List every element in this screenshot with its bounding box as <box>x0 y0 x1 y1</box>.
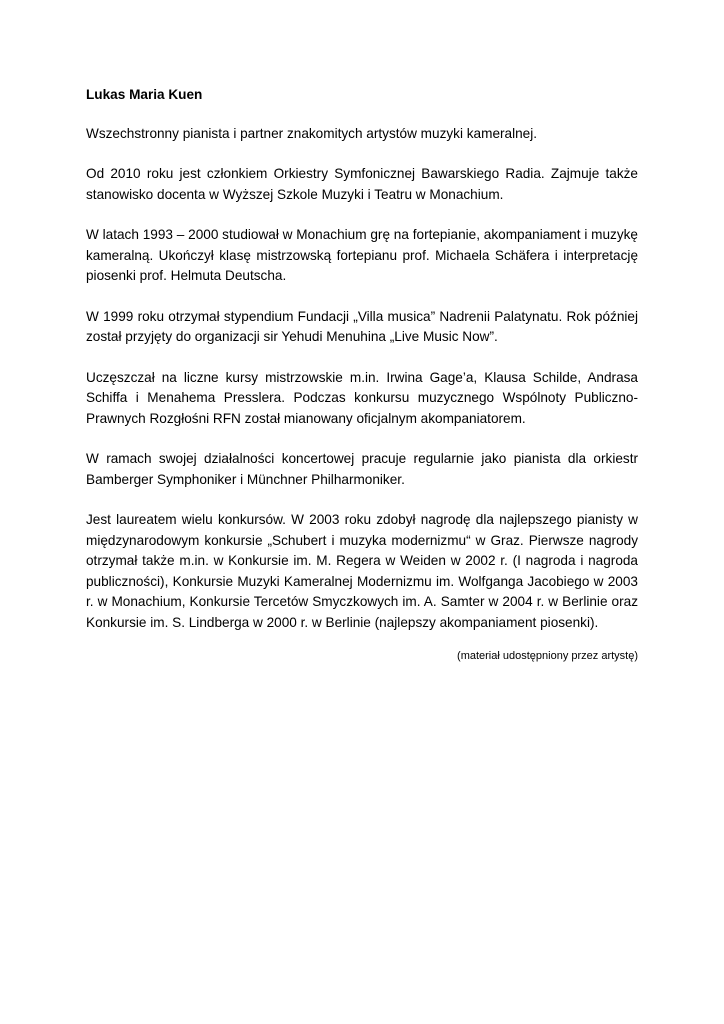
paragraph-education: W latach 1993 – 2000 studiował w Monachium grę na fortepianie, akompaniament i muzykę kameralną. Ukończył klasę mistrzowską fortepianu prof. Michaela Schäfera i interpretację piosenki prof. Helmuta Deutscha. <box>86 227 638 283</box>
paragraph-masterclasses: Uczęszczał na liczne kursy mistrzowskie m.in. Irwina Gage’a, Klausa Schilde, Andrasa Schiffa i Menahema Presslera. Podczas konkursu muzycznego Wspólnoty Publiczno-Prawnych Rozgłośni RFN został mianowany oficjalnym akompaniatorem. <box>86 369 638 426</box>
document-title: Lukas Maria Kuen <box>86 87 203 102</box>
document-body <box>86 85 638 663</box>
paragraph-intro: Wszechstronny pianista i partner znakomitych artystów muzyki kameralnej. <box>86 125 538 141</box>
paragraph-concerts: W ramach swojej działalności koncertowej pracuje regularnie jako pianista dla orkiestr Bamberger Symphoniker i Münchner Philharmoniker. <box>86 451 638 487</box>
paragraph-awards: Jest laureatem wielu konkursów. W 2003 roku zdobył nagrodę dla najlepszego pianisty w międzynarodowym konkursie „Schubert i muzyka modernizmu“ w Graz. Pierwsze nagrody otrzymał także m.in. w Konkursie im. M. Regera w Weiden w 2002 r. (I nagroda i nagroda publiczności), Konkursie Muzyki Kameralnej Modernizmu im. Wolfganga Jacobiego w 2003 r. w Monachium, Konkursie Tercetów Smyczkowych im. A. Samter w 2004 r. w Berlinie oraz Konkursie im. S. Lindberga w 2000 r. w Berlinie (najlepszy akompaniament piosenki). <box>86 512 638 630</box>
source-note: (materiał udostępniony przez artystę) <box>457 650 638 662</box>
paragraph-orchestra: Od 2010 roku jest członkiem Orkiestry Symfonicznej Bawarskiego Radia. Zajmuje także stanowisko docenta w Wyższej Szkole Muzyki i Teatru w Monachium. <box>86 166 638 202</box>
paragraph-scholarship: W 1999 roku otrzymał stypendium Fundacji „Villa musica” Nadrenii Palatynatu. Rok później został przyjęty do organizacji sir Yehudi Menuhina „Live Music Now”. <box>86 308 638 344</box>
